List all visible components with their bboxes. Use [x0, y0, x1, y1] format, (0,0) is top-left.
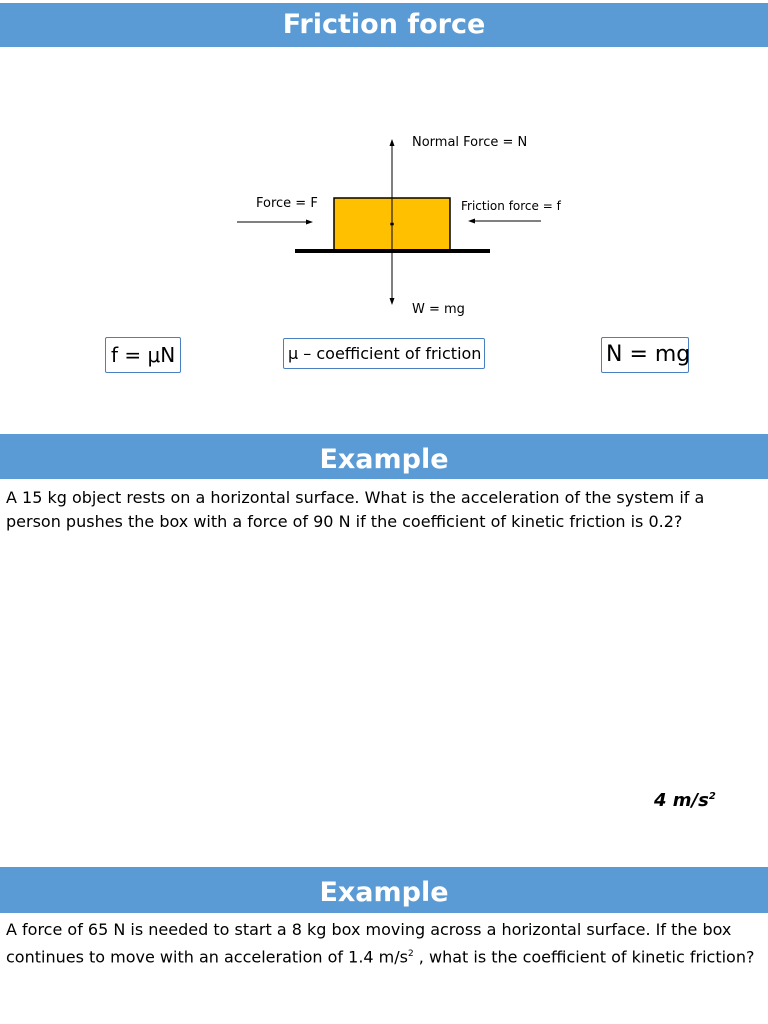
friction-force-label: Friction force = f — [461, 199, 561, 213]
normal-force-label: Normal Force = N — [412, 135, 528, 150]
example2-banner — [0, 867, 768, 913]
example1-answer — [654, 790, 716, 811]
answer-value: 4 m/s — [654, 790, 709, 811]
example2-problem-exponent: 2 — [407, 949, 414, 959]
normal-force-arrowhead — [390, 139, 395, 146]
answer-exponent: 2 — [708, 791, 716, 802]
normal-formula-box — [601, 337, 689, 373]
mu-definition-box — [283, 338, 485, 369]
example2-problem-part1: A force of 65 N is needed to start a 8 kg box moving across a horizontal surface. If the box continues to move with an acceleration of 1.4 m/s — [6, 920, 732, 967]
example2-problem — [6, 918, 756, 969]
example2-problem-part2: , what is the coefficient of kinetic friction? — [413, 947, 755, 967]
center-point — [390, 222, 394, 226]
mu-definition: μ – coefficient of friction — [288, 344, 482, 363]
example2-heading: Example — [319, 877, 449, 908]
friction-formula-box — [105, 337, 181, 373]
friction-force-arrowhead — [468, 219, 475, 224]
normal-formula: N = mg — [606, 342, 691, 367]
weight-label: W = mg — [412, 302, 465, 317]
friction-formula: f = μN — [111, 343, 176, 367]
applied-force-label: Force = F — [256, 196, 318, 211]
example1-banner — [0, 434, 768, 479]
page-title: Friction force — [282, 9, 486, 40]
free-body-diagram — [0, 0, 768, 330]
applied-force-arrowhead — [306, 220, 313, 225]
example1-problem: A 15 kg object rests on a horizontal surface. What is the acceleration of the system if a person pushes the box with a force of 90 N if the coefficient of kinetic friction is 0.2? — [6, 488, 705, 531]
example1-heading: Example — [319, 444, 449, 475]
weight-arrowhead — [390, 298, 395, 305]
